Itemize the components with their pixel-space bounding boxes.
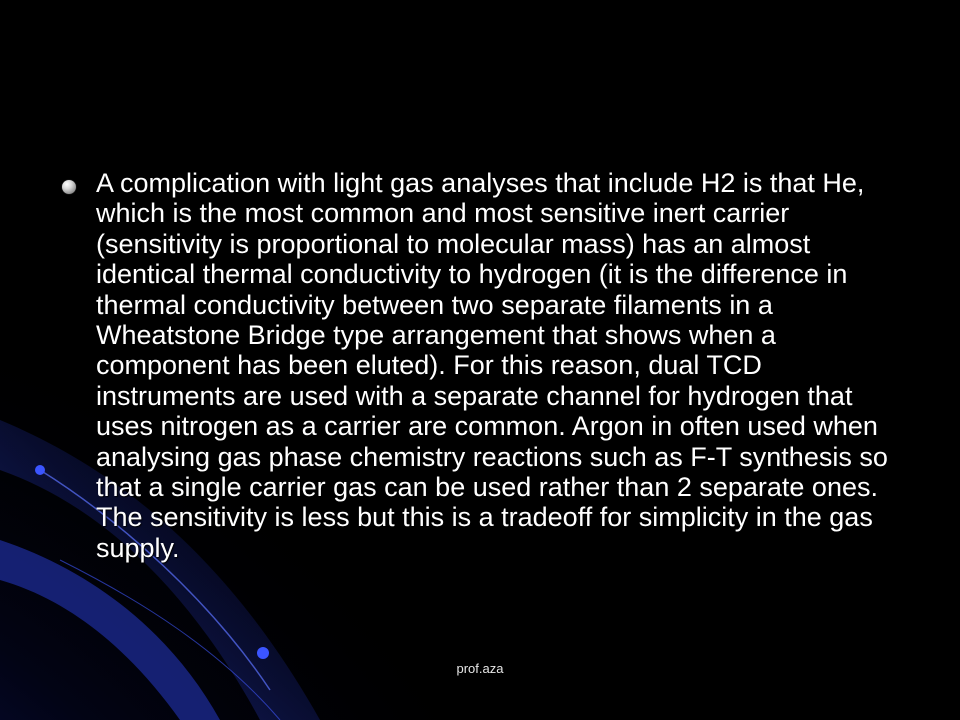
bullet-text: A complication with light gas analyses that include H2 is that He, which is the most common and most sensitive inert carrier (sensitivity is proportional to molecular mass) has an almost identical thermal conductivity to hydrogen (it is the difference in thermal conductivity between two separate filaments in a Wheatstone Bridge type arrangement that shows when a component has been eluted). For this reason, dual TCD instruments are used with a separate channel for hydrogen that uses nitrogen as a carrier are common. Argon in often used when analysing gas phase chemistry reactions such as F-T synthesis so that a single carrier gas can be used rather than 2 separate ones. The sensitivity is less but this is a tradeoff for simplicity in the gas supply. <box>96 168 888 563</box>
decorative-dot <box>35 465 45 475</box>
footer-text: prof.aza <box>456 661 504 676</box>
list-item <box>60 168 900 563</box>
bullet-icon <box>62 180 76 194</box>
slide-body <box>60 168 900 563</box>
decorative-dot <box>257 647 269 659</box>
